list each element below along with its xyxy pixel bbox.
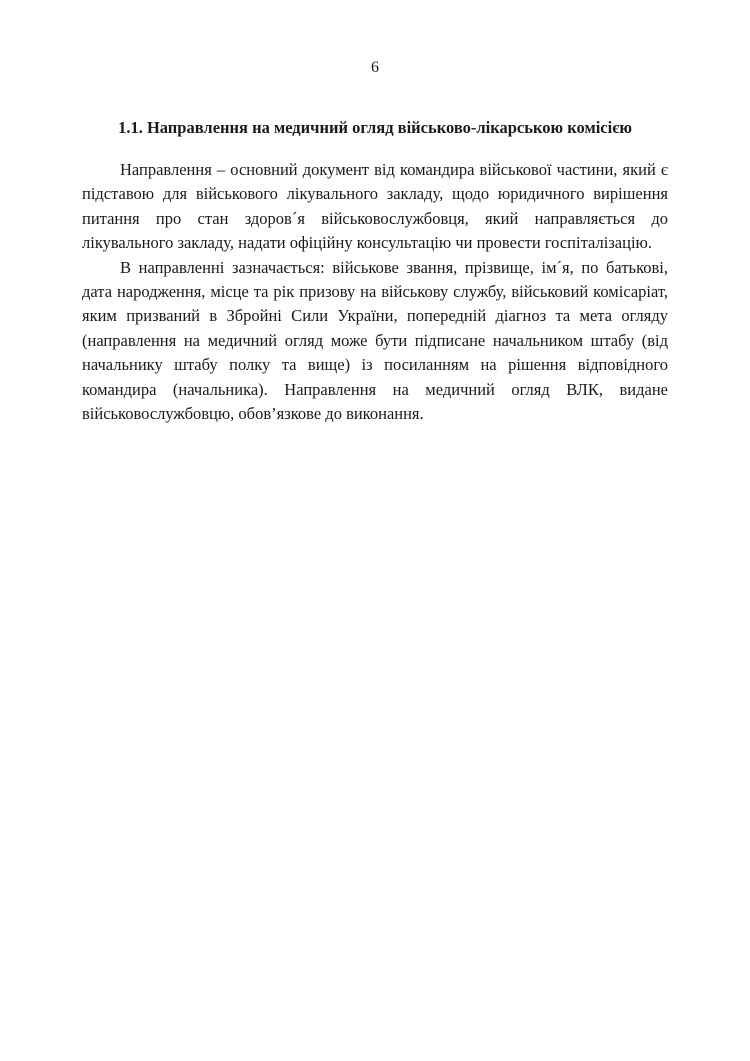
paragraph-referral-definition: Направлення – основний документ від командира військової частини, який є підставою для військового лікувального закладу, щодо юридичного вирішення питання про стан здоров´я військовослужбовця, який направляється до лікувального закладу, надати офіційну консультацію чи провести госпіталізацію. bbox=[82, 160, 668, 253]
page-number: 6 bbox=[371, 59, 379, 76]
section-heading: 1.1. Направлення на медичний огляд військово-лікарською комісією bbox=[118, 118, 632, 137]
body-text bbox=[82, 158, 668, 426]
paragraph-referral-contents: В направленні зазначається: військове звання, прізвище, ім´я, по батькові, дата народження, місце та рік призову на військову службу, військовий комісаріат, яким призваний в Збройні Сили України, попередній діагноз та мета огляду (направлення на медичний огляд може бути підписане начальником штабу (від начальнику штабу полку та вище) із посиланням на рішення відповідного командира (начальника). Направлення на медичний огляд ВЛК, видане військовослужбовцю, обов’язкове до виконання. bbox=[82, 257, 668, 424]
